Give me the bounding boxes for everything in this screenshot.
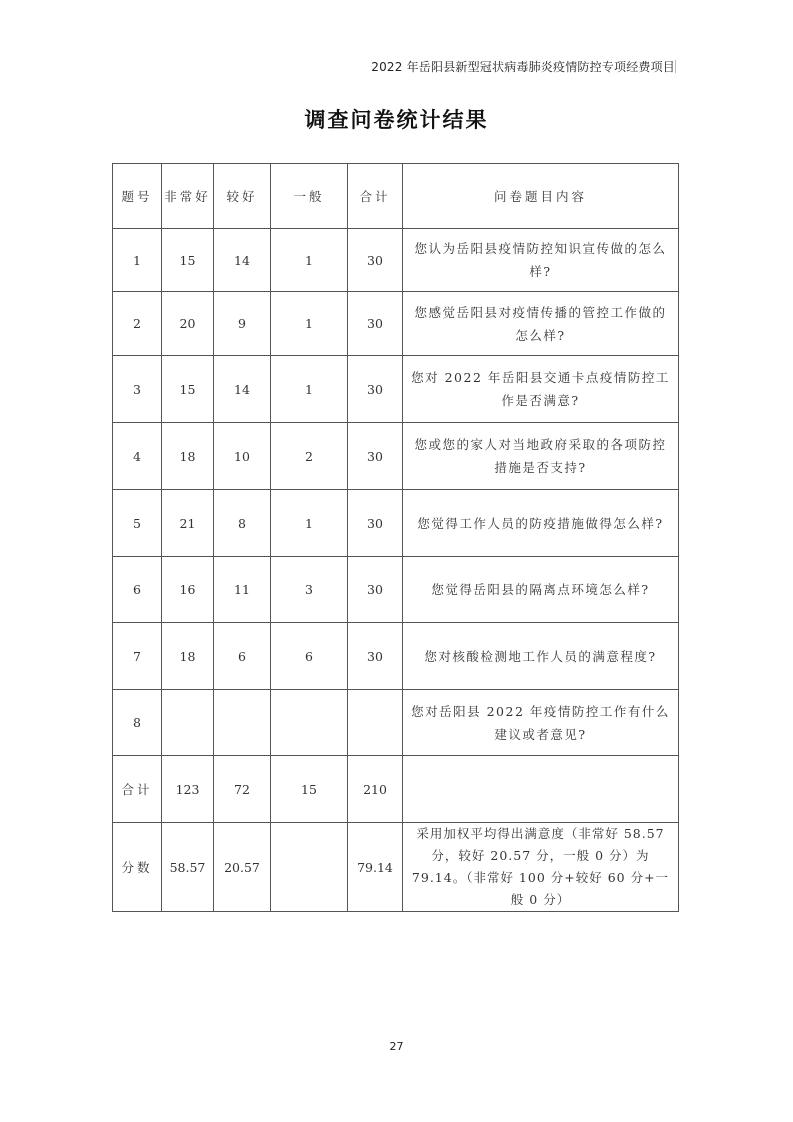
table-row bbox=[113, 557, 679, 623]
score-very-good: 58.57 bbox=[162, 823, 214, 912]
cell-total: 30 bbox=[348, 557, 403, 623]
cell-question-number: 6 bbox=[113, 557, 162, 623]
cell-good: 6 bbox=[214, 623, 271, 690]
cell-very-good: 15 bbox=[162, 356, 214, 423]
cell-total: 30 bbox=[348, 292, 403, 356]
cell-good: 14 bbox=[214, 229, 271, 292]
cell-question-content: 您对岳阳县 2022 年疫情防控工作有什么建议或者意见? bbox=[403, 690, 679, 756]
cell-question-number: 4 bbox=[113, 423, 162, 490]
header-divider bbox=[675, 60, 676, 73]
score-row bbox=[113, 823, 679, 912]
table-header-row bbox=[113, 164, 679, 229]
cell-very-good: 21 bbox=[162, 490, 214, 557]
header-average: 一般 bbox=[271, 164, 348, 229]
score-good: 20.57 bbox=[214, 823, 271, 912]
cell-total: 30 bbox=[348, 356, 403, 423]
cell-question-content: 您或您的家人对当地政府采取的各项防控措施是否支持? bbox=[403, 423, 679, 490]
cell-total: 30 bbox=[348, 423, 403, 490]
sum-total: 210 bbox=[348, 756, 403, 823]
score-total: 79.14 bbox=[348, 823, 403, 912]
table-row bbox=[113, 423, 679, 490]
sum-good: 72 bbox=[214, 756, 271, 823]
cell-question-number: 1 bbox=[113, 229, 162, 292]
cell-very-good: 18 bbox=[162, 423, 214, 490]
score-label: 分数 bbox=[113, 823, 162, 912]
cell-question-content: 您对核酸检测地工作人员的满意程度? bbox=[403, 623, 679, 690]
cell-question-number: 2 bbox=[113, 292, 162, 356]
header-total: 合计 bbox=[348, 164, 403, 229]
cell-question-content: 您感觉岳阳县对疫情传播的管控工作做的怎么样? bbox=[403, 292, 679, 356]
cell-question-number: 8 bbox=[113, 690, 162, 756]
table-row bbox=[113, 623, 679, 690]
cell-question-content: 您对 2022 年岳阳县交通卡点疫情防控工作是否满意? bbox=[403, 356, 679, 423]
cell-question-content: 您觉得岳阳县的隔离点环境怎么样? bbox=[403, 557, 679, 623]
table-row bbox=[113, 690, 679, 756]
cell-question-number: 3 bbox=[113, 356, 162, 423]
page-title: 调查问卷统计结果 bbox=[304, 108, 489, 132]
cell-average: 6 bbox=[271, 623, 348, 690]
survey-results-table bbox=[112, 163, 679, 912]
cell-very-good: 18 bbox=[162, 623, 214, 690]
cell-average: 2 bbox=[271, 423, 348, 490]
running-header: 2022 年岳阳县新型冠状病毒肺炎疫情防控专项经费项目 bbox=[371, 60, 675, 74]
cell-good: 11 bbox=[214, 557, 271, 623]
sum-row bbox=[113, 756, 679, 823]
cell-good: 10 bbox=[214, 423, 271, 490]
header-very-good: 非常好 bbox=[162, 164, 214, 229]
cell-very-good: 15 bbox=[162, 229, 214, 292]
table-row bbox=[113, 490, 679, 557]
cell-good: 8 bbox=[214, 490, 271, 557]
cell-very-good bbox=[162, 690, 214, 756]
cell-average: 1 bbox=[271, 292, 348, 356]
cell-average: 1 bbox=[271, 356, 348, 423]
score-note: 采用加权平均得出满意度（非常好 58.57 分，较好 20.57 分，一般 0 分）为 79.14。（非常好 100 分+较好 60 分+一般 0 分） bbox=[403, 823, 679, 912]
table-row bbox=[113, 292, 679, 356]
table-row bbox=[113, 229, 679, 292]
cell-good bbox=[214, 690, 271, 756]
sum-very-good: 123 bbox=[162, 756, 214, 823]
cell-total: 30 bbox=[348, 623, 403, 690]
page-number: 27 bbox=[389, 1040, 404, 1053]
cell-question-number: 7 bbox=[113, 623, 162, 690]
cell-average: 3 bbox=[271, 557, 348, 623]
cell-average: 1 bbox=[271, 229, 348, 292]
cell-total bbox=[348, 690, 403, 756]
cell-very-good: 20 bbox=[162, 292, 214, 356]
cell-question-content: 您认为岳阳县疫情防控知识宣传做的怎么样? bbox=[403, 229, 679, 292]
cell-good: 9 bbox=[214, 292, 271, 356]
header-question-content: 问卷题目内容 bbox=[403, 164, 679, 229]
cell-question-content: 您觉得工作人员的防疫措施做得怎么样? bbox=[403, 490, 679, 557]
sum-label: 合计 bbox=[113, 756, 162, 823]
header-good: 较好 bbox=[214, 164, 271, 229]
cell-average bbox=[271, 690, 348, 756]
header-question-number: 题号 bbox=[113, 164, 162, 229]
cell-very-good: 16 bbox=[162, 557, 214, 623]
cell-total: 30 bbox=[348, 229, 403, 292]
cell-question-number: 5 bbox=[113, 490, 162, 557]
sum-average: 15 bbox=[271, 756, 348, 823]
cell-average: 1 bbox=[271, 490, 348, 557]
sum-note bbox=[403, 756, 679, 823]
cell-good: 14 bbox=[214, 356, 271, 423]
score-average bbox=[271, 823, 348, 912]
table-row bbox=[113, 356, 679, 423]
cell-total: 30 bbox=[348, 490, 403, 557]
